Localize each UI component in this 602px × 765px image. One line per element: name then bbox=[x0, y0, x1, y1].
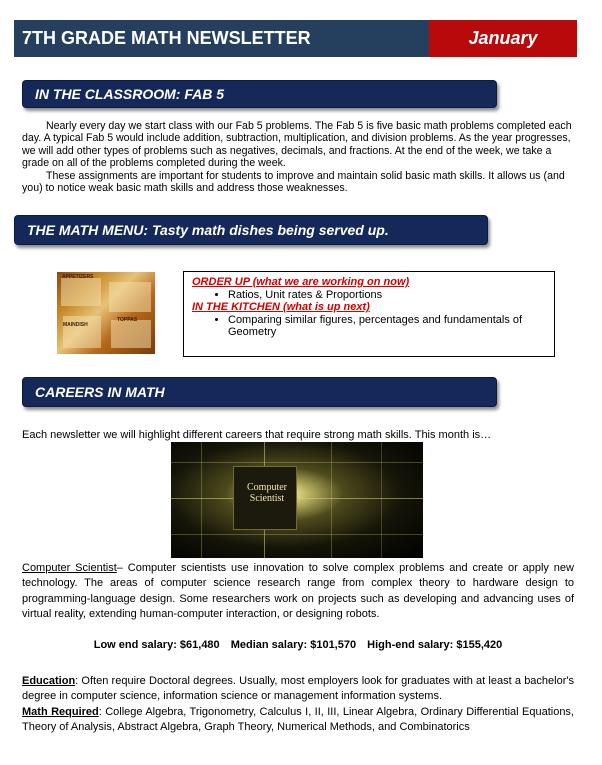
salary-low: Low end salary: $61,480 bbox=[93, 639, 220, 651]
image-caption-line: Computer bbox=[247, 482, 287, 493]
order-up-list bbox=[192, 289, 546, 302]
menu-image-label: MAINDISH bbox=[63, 322, 88, 328]
image-caption bbox=[237, 482, 297, 504]
kitchen-list bbox=[192, 314, 546, 339]
order-up-heading: ORDER UP (what we are working on now) bbox=[192, 276, 410, 288]
kitchen-heading: IN THE KITCHEN (what is up next) bbox=[192, 301, 370, 314]
education-block bbox=[22, 674, 574, 736]
salary-line bbox=[22, 639, 574, 651]
newsletter-title: 7TH GRADE MATH NEWSLETTER bbox=[14, 20, 429, 57]
salary-median: Median salary: $101,570 bbox=[230, 639, 357, 651]
menu-image-label: APPETIZERS bbox=[62, 274, 94, 280]
careers-intro: Each newsletter we will highlight different careers that require strong math skills. This month is… bbox=[22, 429, 492, 441]
computer-scientist-image bbox=[171, 442, 423, 558]
salary-high: High-end salary: $155,420 bbox=[367, 639, 503, 651]
education-paragraph bbox=[22, 674, 574, 705]
math-required-label: Math Required bbox=[22, 705, 99, 718]
section-heading-math-menu: THE MATH MENU: Tasty math dishes being served up. bbox=[14, 215, 488, 245]
section-heading-careers: CAREERS IN MATH bbox=[22, 377, 497, 407]
image-caption-line: Scientist bbox=[249, 493, 285, 504]
menu-image bbox=[57, 272, 155, 354]
section-heading-classroom: IN THE CLASSROOM: FAB 5 bbox=[22, 80, 497, 108]
career-title: Computer Scientist bbox=[22, 562, 117, 574]
math-required-paragraph bbox=[22, 705, 574, 736]
classroom-text bbox=[22, 120, 575, 194]
menu-order-box bbox=[183, 271, 555, 357]
education-text: : Often require Doctoral degrees. Usually, most employers look for graduates with at least a bachelor's degree in computer science, information science or management information systems. bbox=[22, 675, 574, 703]
newsletter-month: January bbox=[429, 20, 577, 57]
classroom-paragraph-1: Nearly every day we start class with our Fab 5 problems. The Fab 5 is five basic math problems completed each day. A typical Fab 5 would include addition, subtraction, multiplication, and division problems. As the year progresses, we will add other types of problems such as negatives, decimals, and fractions. At the end of the week, we take a grade on all of the problems completed during the week. bbox=[22, 120, 572, 170]
classroom-paragraph-2: These assignments are important for students to improve and maintain solid basic math skills. It allows us (and you) to notice weak basic math skills and address those weaknesses. bbox=[22, 169, 565, 195]
education-label: Education bbox=[22, 675, 76, 687]
career-description bbox=[22, 561, 574, 623]
menu-image-label: TOPPAS bbox=[117, 317, 138, 323]
math-required-text: : College Algebra, Trigonometry, Calculus I, II, III, Linear Algebra, Ordinary Differential Equations, Theory of Analysis, Abstract Algebra, Graph Theory, Numerical Methods, and Combinatorics bbox=[22, 705, 574, 734]
list-item: • Ratios, Unit rates & Proportions bbox=[228, 289, 546, 302]
career-description-text: – Computer scientists use innovation to solve complex problems and create or apply new technology. The areas of computer science research range from complex theory to hardware design to programming-language design. Some researchers work on projects such as developing and advancing uses of virtual reality, extending human-computer interaction, or designing robots. bbox=[22, 562, 574, 621]
list-item: • Comparing similar figures, percentages and fundamentals of Geometry bbox=[228, 314, 546, 339]
